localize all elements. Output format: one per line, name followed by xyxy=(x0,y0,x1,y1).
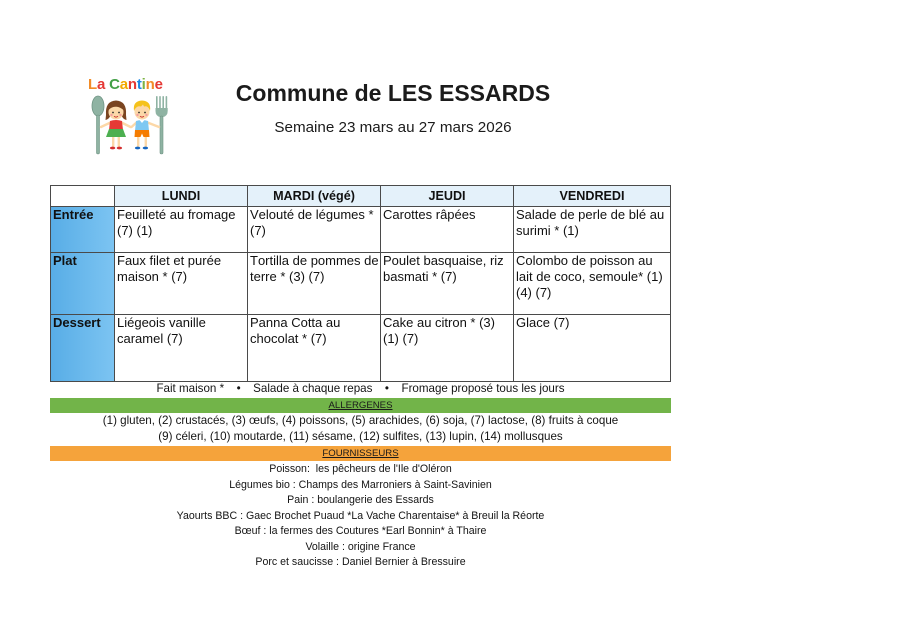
menu-cell-entree-vendredi: Salade de perle de blé au surimi * (1) xyxy=(514,207,671,253)
supplier-line: Poisson: les pêcheurs de l'Ile d'Oléron xyxy=(269,463,452,476)
page-title: Commune de LES ESSARDS xyxy=(235,80,551,106)
allergens-line: (1) gluten, (2) crustacés, (3) œufs, (4) poissons, (5) arachides, (6) soja, (7) lactose, (8) fruits à coque xyxy=(102,414,619,427)
logo-letter: L xyxy=(88,76,97,93)
supplier-line: Pain : boulangerie des Essards xyxy=(287,494,434,507)
suppliers-heading: FOURNISSEURS xyxy=(322,448,399,459)
supplier-line: Bœuf : la fermes des Coutures *Earl Bonnin* à Thaire xyxy=(234,525,487,538)
row-label-entree: Entrée xyxy=(51,207,115,253)
menu-cell-plat-jeudi: Poulet basquaise, riz basmati * (7) xyxy=(381,253,514,315)
menu-cell-entree-jeudi: Carottes râpées xyxy=(381,207,514,253)
menu-cell-dessert-vendredi: Glace (7) xyxy=(514,315,671,382)
logo-letter: i xyxy=(141,76,146,93)
menu-cell-dessert-lundi: Liégeois vanille caramel (7) xyxy=(115,315,248,382)
menu-corner-cell xyxy=(51,186,115,207)
menu-table xyxy=(50,185,671,382)
supplier-line: Porc et saucisse : Daniel Bernier à Bressuire xyxy=(255,556,466,569)
logo-letter: e xyxy=(154,76,163,93)
suppliers-list xyxy=(50,462,671,571)
legend-separator: • xyxy=(384,382,389,395)
row-label-plat: Plat xyxy=(51,253,115,315)
allergens-heading: ALLERGENES xyxy=(328,400,393,411)
allergens-heading-bar xyxy=(50,398,671,413)
menu-cell-plat-mardi: Tortilla de pommes de terre * (3) (7) xyxy=(248,253,381,315)
supplier-line: Volaille : origine France xyxy=(305,540,416,553)
menu-cell-dessert-jeudi: Cake au citron * (3) (1) (7) xyxy=(381,315,514,382)
week-subtitle: Semaine 23 mars au 27 mars 2026 xyxy=(274,119,512,136)
allergens-line: (9) céleri, (10) moutarde, (11) sésame, (12) sulfites, (13) lupin, (14) mollusques xyxy=(158,430,563,443)
suppliers-heading-bar xyxy=(50,446,671,461)
menu-cell-entree-mardi: Velouté de légumes * (7) xyxy=(248,207,381,253)
allergens-list xyxy=(50,413,671,445)
legend-item: Salade à chaque repas xyxy=(253,382,373,395)
legend-separator: • xyxy=(236,382,241,395)
supplier-line: Légumes bio : Champs des Marroniers à Saint-Savinien xyxy=(229,478,492,491)
legend-item: Fait maison * xyxy=(156,382,225,395)
logo-letter: n xyxy=(127,76,137,93)
supplier-line: Yaourts BBC : Gaec Brochet Puaud *La Vache Charentaise* à Breuil la Réorte xyxy=(176,509,545,522)
legend-item: Fromage proposé tous les jours xyxy=(401,382,565,395)
logo-letter: t xyxy=(136,76,142,93)
day-header-jeudi: JEUDI xyxy=(381,186,514,207)
day-header-vendredi: VENDREDI xyxy=(514,186,671,207)
menu-cell-entree-lundi: Feuilleté au fromage (7) (1) xyxy=(115,207,248,253)
logo-letter: C xyxy=(109,76,120,93)
row-label-dessert: Dessert xyxy=(51,315,115,382)
menu-cell-plat-vendredi: Colombo de poisson au lait de coco, semoule* (1) (4) (7) xyxy=(514,253,671,315)
logo-letter: a xyxy=(96,76,106,93)
menu-cell-plat-lundi: Faux filet et purée maison * (7) xyxy=(115,253,248,315)
menu-legend xyxy=(50,382,671,396)
logo-letter: n xyxy=(145,76,155,93)
day-header-mardi: MARDI (végé) xyxy=(248,186,381,207)
day-header-lundi: LUNDI xyxy=(115,186,248,207)
logo-letter: a xyxy=(119,76,128,93)
menu-cell-dessert-mardi: Panna Cotta au chocolat * (7) xyxy=(248,315,381,382)
